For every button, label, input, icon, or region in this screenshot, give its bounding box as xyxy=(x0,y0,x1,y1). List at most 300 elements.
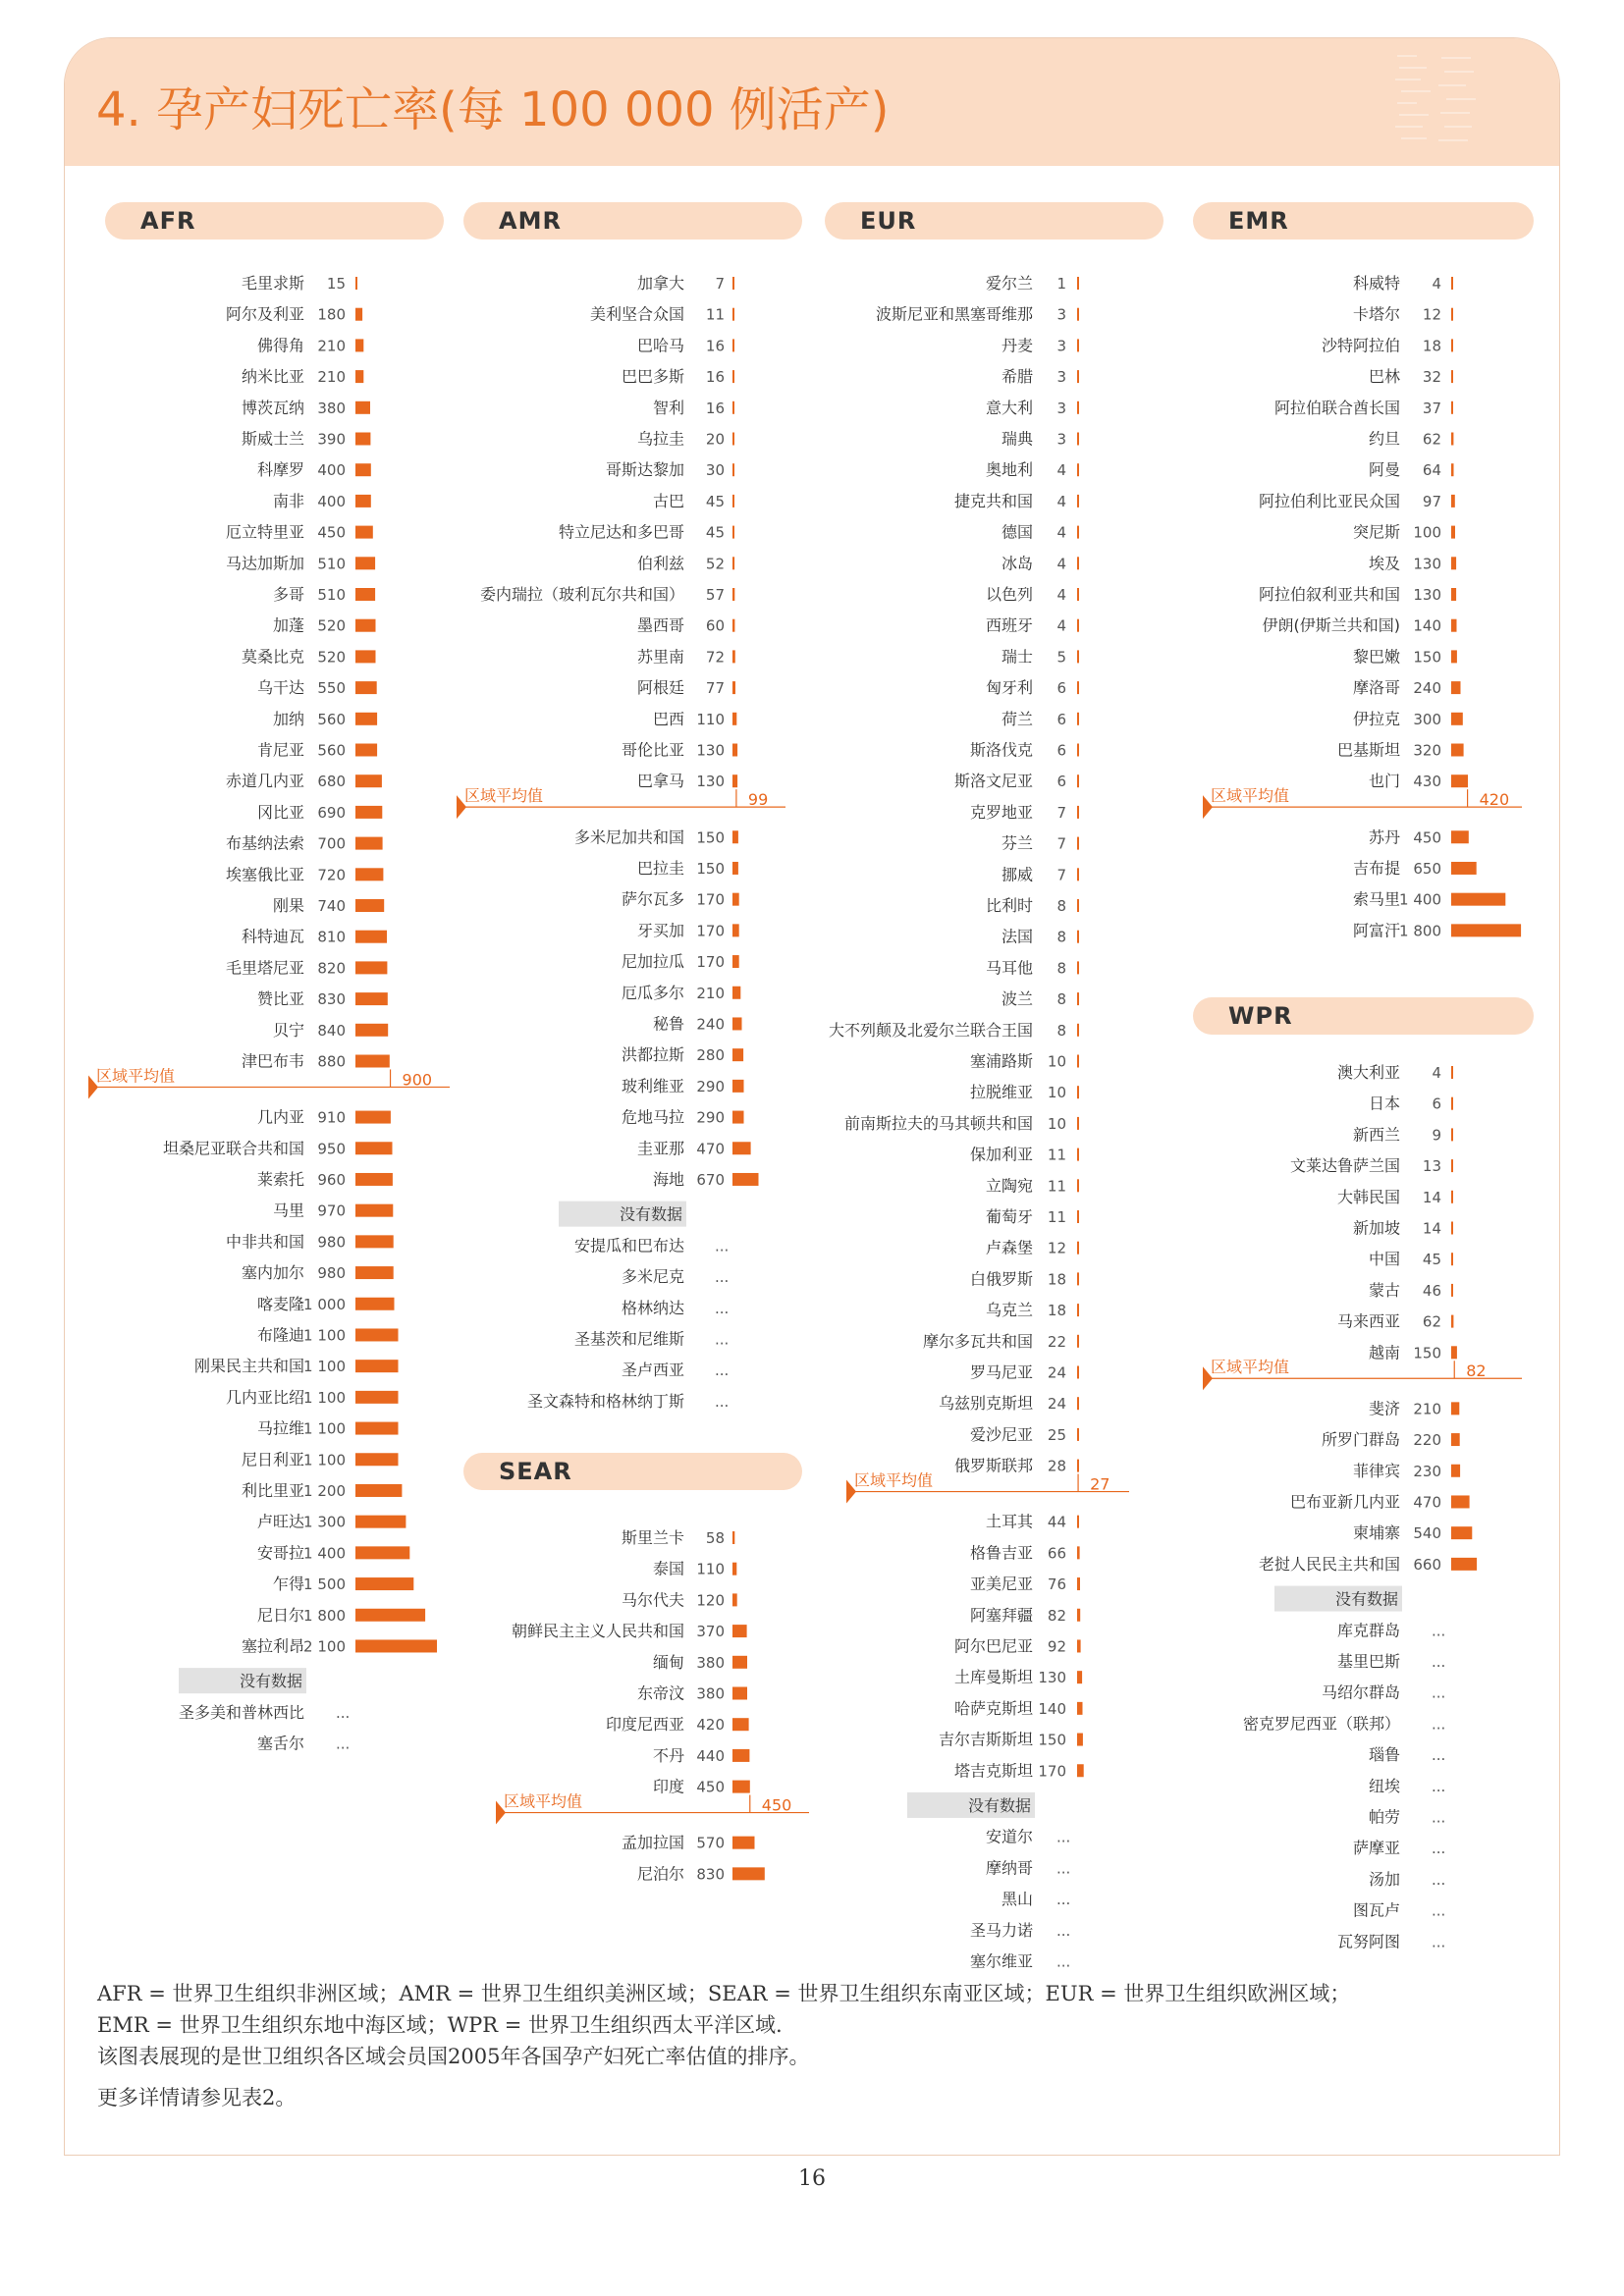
country-label-amr: 巴西 xyxy=(652,709,684,728)
value-label-sear: 120 xyxy=(696,1591,725,1610)
bar-eur xyxy=(1077,1335,1079,1348)
value-label-amr: 240 xyxy=(696,1015,725,1034)
regional-average-label-emr: 区域平均值 xyxy=(1211,786,1290,806)
regional-average-value-wpr: 82 xyxy=(1466,1362,1487,1381)
country-label-amr: 巴巴多斯 xyxy=(621,367,684,387)
value-label-wpr: 13 xyxy=(1422,1157,1441,1176)
country-label-eur: 瑞士 xyxy=(1001,647,1033,667)
country-label-wpr: 纽埃 xyxy=(1368,1776,1400,1795)
value-label-eur: 4 xyxy=(1056,523,1066,542)
bar-afr xyxy=(355,526,373,539)
bar-afr xyxy=(355,806,382,819)
country-label-eur: 黑山 xyxy=(1001,1890,1033,1909)
country-label-eur: 以色列 xyxy=(985,585,1033,604)
bar-wpr xyxy=(1451,1465,1460,1477)
bar-amr xyxy=(732,370,734,383)
country-label-eur: 俄罗斯联邦 xyxy=(953,1456,1033,1475)
country-label-afr: 刚果 xyxy=(272,896,304,915)
bar-eur xyxy=(1077,1428,1079,1441)
bar-afr xyxy=(355,992,388,1005)
country-label-afr: 冈比亚 xyxy=(256,802,304,822)
country-label-emr: 阿拉伯联合酋长国 xyxy=(1273,398,1400,417)
bar-eur xyxy=(1077,1210,1079,1223)
country-label-amr: 巴拿马 xyxy=(636,772,684,791)
country-label-eur: 克罗地亚 xyxy=(969,802,1033,822)
bar-emr xyxy=(1451,774,1468,787)
value-label-afr: 400 xyxy=(317,492,346,510)
value-label-emr: 300 xyxy=(1413,710,1441,728)
value-label-eur: 3 xyxy=(1056,368,1066,387)
country-label-afr: 马达加斯加 xyxy=(225,554,304,573)
bar-amr xyxy=(732,619,734,632)
bar-sear xyxy=(732,1749,749,1762)
country-label-emr: 伊拉克 xyxy=(1352,709,1400,728)
value-label-wpr: 6 xyxy=(1432,1095,1441,1113)
value-label-eur: 12 xyxy=(1047,1239,1066,1257)
country-label-sear: 缅甸 xyxy=(652,1652,684,1672)
bar-amr xyxy=(732,495,734,507)
value-label-emr: 240 xyxy=(1413,679,1441,698)
country-label-eur: 乌克兰 xyxy=(985,1301,1033,1320)
bar-emr xyxy=(1451,557,1456,569)
value-label-eur: 4 xyxy=(1056,616,1066,635)
value-label-sear: 440 xyxy=(696,1746,725,1765)
country-label-eur: 希腊 xyxy=(1001,367,1033,387)
country-label-afr: 布基纳法索 xyxy=(225,833,304,853)
bar-emr xyxy=(1451,526,1455,539)
value-label-afr: 1 300 xyxy=(303,1513,346,1531)
country-label-afr: 中非共和国 xyxy=(225,1232,304,1252)
value-label-eur: 3 xyxy=(1056,305,1066,324)
value-label-wpr: 210 xyxy=(1413,1400,1441,1418)
value-label-eur: 10 xyxy=(1047,1084,1066,1102)
country-label-eur: 法国 xyxy=(1001,927,1033,946)
country-label-wpr: 澳大利亚 xyxy=(1336,1063,1400,1082)
country-label-sear: 孟加拉国 xyxy=(621,1833,684,1852)
country-label-afr: 贝宁 xyxy=(272,1020,304,1040)
missing-value-wpr: ... xyxy=(1432,1715,1446,1734)
bar-amr xyxy=(732,1111,744,1124)
bar-eur xyxy=(1077,619,1079,632)
bar-sear xyxy=(732,1593,737,1606)
bar-eur xyxy=(1077,1055,1079,1068)
value-label-eur: 7 xyxy=(1056,866,1066,884)
value-label-eur: 11 xyxy=(1047,1208,1066,1226)
value-label-afr: 210 xyxy=(317,368,346,387)
country-label-sear: 朝鲜民主主义人民共和国 xyxy=(511,1622,684,1641)
value-label-afr: 980 xyxy=(317,1264,346,1283)
value-label-eur: 11 xyxy=(1047,1146,1066,1164)
value-label-emr: 130 xyxy=(1413,586,1441,604)
bar-eur xyxy=(1077,961,1079,974)
value-label-wpr: 9 xyxy=(1432,1126,1441,1145)
country-label-afr: 加蓬 xyxy=(272,615,304,635)
bar-emr xyxy=(1451,339,1453,351)
bar-afr xyxy=(355,1235,394,1248)
bar-eur xyxy=(1077,744,1079,757)
value-label-eur: 66 xyxy=(1047,1544,1066,1563)
bar-amr xyxy=(732,433,734,446)
bar-wpr xyxy=(1451,1495,1470,1508)
value-label-afr: 510 xyxy=(317,555,346,573)
footnote-line: EMR = 世界卫生组织东地中海区域；WPR = 世界卫生组织西太平洋区域. xyxy=(97,2013,783,2037)
bar-eur xyxy=(1077,1764,1084,1777)
value-label-wpr: 14 xyxy=(1422,1188,1441,1206)
country-label-wpr: 基里巴斯 xyxy=(1336,1651,1400,1671)
regional-average-value-amr: 99 xyxy=(747,790,769,810)
country-label-eur: 立陶宛 xyxy=(985,1176,1033,1196)
value-label-afr: 1 100 xyxy=(303,1388,346,1407)
country-label-afr: 布隆迪 xyxy=(256,1325,304,1345)
value-label-wpr: 220 xyxy=(1413,1431,1441,1450)
bar-eur xyxy=(1077,1024,1079,1037)
missing-value-wpr: ... xyxy=(1432,1933,1446,1951)
value-label-afr: 520 xyxy=(317,648,346,667)
country-label-eur: 冰岛 xyxy=(1001,554,1033,573)
country-label-emr: 阿富汗 xyxy=(1352,921,1400,940)
country-label-sear: 马尔代夫 xyxy=(621,1590,684,1610)
bar-amr xyxy=(732,588,734,601)
country-label-afr: 赞比亚 xyxy=(256,989,304,1009)
bar-afr xyxy=(355,1024,388,1037)
value-label-afr: 690 xyxy=(317,803,346,822)
region-name-eur: EUR xyxy=(860,207,917,235)
bar-emr xyxy=(1451,463,1454,476)
bar-emr xyxy=(1451,893,1505,906)
bar-eur xyxy=(1077,1117,1079,1130)
regional-average-value-eur: 27 xyxy=(1090,1474,1110,1494)
value-label-emr: 150 xyxy=(1413,648,1441,667)
country-label-wpr: 图瓦卢 xyxy=(1352,1900,1400,1920)
country-label-amr: 圣基茨和尼维斯 xyxy=(573,1329,684,1349)
bar-afr xyxy=(355,774,382,787)
bar-eur xyxy=(1077,277,1079,290)
bar-emr xyxy=(1451,433,1453,446)
value-label-emr: 140 xyxy=(1413,616,1441,635)
value-label-afr: 950 xyxy=(317,1140,346,1158)
value-label-emr: 320 xyxy=(1413,741,1441,760)
bar-eur xyxy=(1077,806,1079,819)
value-label-eur: 4 xyxy=(1056,461,1066,480)
bar-afr xyxy=(355,433,370,446)
bar-eur xyxy=(1077,1304,1079,1316)
country-label-wpr: 巴布亚新几内亚 xyxy=(1289,1492,1400,1512)
bar-afr xyxy=(355,868,383,881)
value-label-eur: 6 xyxy=(1056,741,1066,760)
bar-amr xyxy=(732,893,739,906)
country-label-eur: 爱尔兰 xyxy=(985,274,1033,293)
country-label-emr: 也门 xyxy=(1368,772,1400,791)
country-label-emr: 黎巴嫩 xyxy=(1352,647,1400,667)
bar-afr xyxy=(355,1422,399,1435)
value-label-eur: 170 xyxy=(1038,1762,1066,1781)
country-label-amr: 洪都拉斯 xyxy=(621,1045,684,1065)
bar-afr xyxy=(355,277,357,290)
country-label-amr: 哥斯达黎加 xyxy=(605,460,684,480)
bar-emr xyxy=(1451,924,1521,936)
bar-afr xyxy=(355,1516,406,1528)
value-label-afr: 1 400 xyxy=(303,1544,346,1563)
bar-amr xyxy=(732,463,734,476)
value-label-eur: 140 xyxy=(1038,1699,1066,1718)
country-label-amr: 阿根廷 xyxy=(636,678,684,698)
bar-amr xyxy=(732,774,737,787)
country-label-eur: 捷克共和国 xyxy=(953,491,1033,510)
value-label-amr: 60 xyxy=(705,616,725,635)
bar-emr xyxy=(1451,308,1453,321)
value-label-emr: 97 xyxy=(1422,492,1441,510)
regional-average-value-afr: 900 xyxy=(402,1070,433,1090)
country-label-amr: 圣文森特和格林纳丁斯 xyxy=(526,1391,684,1411)
value-label-amr: 16 xyxy=(705,368,725,387)
value-label-eur: 22 xyxy=(1047,1332,1066,1351)
country-label-eur: 罗马尼亚 xyxy=(969,1362,1033,1382)
value-label-wpr: 470 xyxy=(1413,1493,1441,1512)
value-label-afr: 1 500 xyxy=(303,1575,346,1594)
country-label-afr: 莱索托 xyxy=(256,1169,304,1189)
bar-eur xyxy=(1077,899,1079,912)
value-label-amr: 130 xyxy=(696,773,725,791)
value-label-wpr: 230 xyxy=(1413,1462,1441,1480)
value-label-sear: 570 xyxy=(696,1834,725,1852)
bar-amr xyxy=(732,339,734,351)
value-label-afr: 550 xyxy=(317,679,346,698)
footnote-line: AFR = 世界卫生组织非洲区域；AMR = 世界卫生组织美洲区域；SEAR = 世界卫生组织东南亚区域；EUR = 世界卫生组织欧洲区域； xyxy=(97,1982,1351,2005)
missing-value-amr: ... xyxy=(715,1362,730,1380)
bar-sear xyxy=(732,1867,765,1880)
value-label-wpr: 14 xyxy=(1422,1219,1441,1238)
country-label-sear: 泰国 xyxy=(652,1559,684,1578)
value-label-eur: 6 xyxy=(1056,710,1066,728)
value-label-wpr: 4 xyxy=(1432,1064,1441,1082)
country-label-wpr: 库克群岛 xyxy=(1336,1621,1400,1640)
value-label-eur: 6 xyxy=(1056,679,1066,698)
value-label-emr: 130 xyxy=(1413,555,1441,573)
value-label-emr: 4 xyxy=(1432,275,1441,293)
country-label-eur: 奥地利 xyxy=(985,460,1033,480)
country-label-afr: 肯尼亚 xyxy=(256,740,304,760)
missing-value-eur: ... xyxy=(1056,1952,1071,1971)
bar-eur xyxy=(1077,557,1079,569)
country-label-amr: 牙买加 xyxy=(636,921,684,940)
value-label-afr: 15 xyxy=(326,275,346,293)
missing-value-amr: ... xyxy=(715,1392,730,1411)
country-label-amr: 巴哈马 xyxy=(636,336,684,355)
country-label-afr: 卢旺达 xyxy=(256,1512,304,1531)
country-label-afr: 圣多美和普林西比 xyxy=(178,1702,304,1722)
country-label-afr: 毛里塔尼亚 xyxy=(225,958,304,978)
bar-amr xyxy=(732,830,738,843)
country-label-wpr: 马来西亚 xyxy=(1336,1311,1400,1331)
country-label-emr: 阿拉伯叙利亚共和国 xyxy=(1258,585,1400,604)
country-label-eur: 荷兰 xyxy=(1001,709,1033,728)
bar-eur xyxy=(1077,868,1079,881)
bar-afr xyxy=(355,339,363,351)
bar-amr xyxy=(732,557,734,569)
value-label-eur: 150 xyxy=(1038,1731,1066,1749)
bar-amr xyxy=(732,862,738,875)
value-label-eur: 8 xyxy=(1056,959,1066,978)
value-label-sear: 380 xyxy=(696,1653,725,1672)
country-label-sear: 印度尼西亚 xyxy=(605,1715,684,1735)
country-label-eur: 塞浦路斯 xyxy=(969,1051,1033,1071)
country-label-wpr: 菲律宾 xyxy=(1352,1461,1400,1480)
country-label-wpr: 新加坡 xyxy=(1352,1218,1400,1238)
bar-eur xyxy=(1077,1179,1079,1192)
bar-sear xyxy=(732,1625,747,1637)
bar-eur xyxy=(1077,931,1079,943)
country-label-afr: 塞舌尔 xyxy=(256,1734,304,1753)
country-label-afr: 马拉维 xyxy=(256,1418,304,1438)
bar-afr xyxy=(355,308,362,321)
value-label-eur: 8 xyxy=(1056,928,1066,946)
value-label-sear: 420 xyxy=(696,1716,725,1735)
bar-afr xyxy=(355,1142,393,1154)
value-label-afr: 1 800 xyxy=(303,1606,346,1625)
value-label-amr: 110 xyxy=(696,710,725,728)
country-label-wpr: 越南 xyxy=(1368,1343,1400,1362)
bar-afr xyxy=(355,619,376,632)
country-label-eur: 意大利 xyxy=(985,398,1033,417)
bar-amr xyxy=(732,277,734,290)
country-label-amr: 伯利兹 xyxy=(636,554,684,573)
country-label-afr: 赤道几内亚 xyxy=(225,772,304,791)
bar-afr xyxy=(355,1577,413,1590)
bar-eur xyxy=(1077,526,1079,539)
value-label-sear: 58 xyxy=(705,1529,725,1547)
regional-average-label-amr: 区域平均值 xyxy=(464,786,544,806)
country-label-wpr: 所罗门群岛 xyxy=(1321,1430,1400,1450)
bar-sear xyxy=(732,1563,736,1575)
value-label-amr: 52 xyxy=(705,555,725,573)
regional-average-label-afr: 区域平均值 xyxy=(96,1066,176,1086)
country-label-amr: 智利 xyxy=(652,398,684,417)
bar-emr xyxy=(1451,830,1469,843)
missing-value-wpr: ... xyxy=(1432,1840,1446,1858)
bar-afr xyxy=(355,1546,409,1559)
country-label-eur: 斯洛文尼亚 xyxy=(953,772,1033,791)
country-label-amr: 尼加拉瓜 xyxy=(621,952,684,972)
bar-eur xyxy=(1077,588,1079,601)
value-label-amr: 170 xyxy=(696,890,725,909)
bar-afr xyxy=(355,1266,394,1279)
page-number: 16 xyxy=(798,2166,826,2191)
missing-value-amr: ... xyxy=(715,1330,730,1349)
country-label-eur: 卢森堡 xyxy=(985,1238,1033,1257)
bar-afr xyxy=(355,1360,399,1372)
missing-value-wpr: ... xyxy=(1432,1622,1446,1640)
country-label-afr: 乌干达 xyxy=(256,678,304,698)
value-label-eur: 8 xyxy=(1056,1021,1066,1040)
value-label-afr: 1 100 xyxy=(303,1451,346,1469)
value-label-eur: 7 xyxy=(1056,834,1066,853)
value-label-eur: 8 xyxy=(1056,990,1066,1009)
value-label-amr: 280 xyxy=(696,1046,725,1065)
regional-average-label-eur: 区域平均值 xyxy=(854,1470,934,1490)
value-label-afr: 1 100 xyxy=(303,1419,346,1438)
country-label-amr: 古巴 xyxy=(652,491,684,510)
missing-value-wpr: ... xyxy=(1432,1901,1446,1920)
bar-afr xyxy=(355,1639,437,1652)
country-label-emr: 苏丹 xyxy=(1368,828,1400,847)
country-label-wpr: 密克罗尼西亚（联邦） xyxy=(1242,1714,1400,1734)
country-label-eur: 安道尔 xyxy=(985,1827,1033,1846)
footnote-line: 更多详情请参见表2。 xyxy=(97,2086,297,2109)
bar-emr xyxy=(1451,744,1464,757)
value-label-amr: 290 xyxy=(696,1077,725,1095)
country-label-eur: 挪威 xyxy=(1001,865,1033,884)
value-label-eur: 24 xyxy=(1047,1395,1066,1414)
country-label-afr: 利比里亚 xyxy=(241,1480,304,1500)
bar-wpr xyxy=(1451,1433,1460,1446)
missing-value-afr: ... xyxy=(336,1735,351,1753)
country-label-afr: 斯威士兰 xyxy=(241,429,304,449)
country-label-eur: 西班牙 xyxy=(985,615,1033,635)
bar-sear xyxy=(732,1656,747,1669)
country-label-amr: 危地马拉 xyxy=(621,1107,684,1127)
country-label-wpr: 瑙鲁 xyxy=(1368,1745,1400,1765)
value-label-emr: 64 xyxy=(1422,461,1441,480)
country-label-eur: 乌兹别克斯坦 xyxy=(938,1394,1033,1414)
no-data-label-eur: 没有数据 xyxy=(967,1795,1031,1815)
bar-eur xyxy=(1077,1460,1079,1472)
bar-wpr xyxy=(1451,1066,1453,1079)
value-label-sear: 110 xyxy=(696,1560,725,1578)
value-label-sear: 450 xyxy=(696,1778,725,1796)
value-label-afr: 820 xyxy=(317,959,346,978)
value-label-wpr: 540 xyxy=(1413,1524,1441,1543)
bar-amr xyxy=(732,650,735,663)
bar-amr xyxy=(732,308,734,321)
bar-afr xyxy=(355,1328,399,1341)
value-label-afr: 400 xyxy=(317,461,346,480)
missing-value-eur: ... xyxy=(1056,1921,1071,1940)
value-label-eur: 4 xyxy=(1056,555,1066,573)
country-label-amr: 特立尼达和多巴哥 xyxy=(558,522,684,542)
country-label-emr: 约旦 xyxy=(1368,429,1400,449)
bar-amr xyxy=(732,713,736,725)
country-label-eur: 丹麦 xyxy=(1001,336,1033,355)
country-label-sear: 东帝汶 xyxy=(636,1683,684,1703)
country-label-eur: 葡萄牙 xyxy=(985,1207,1033,1226)
bar-eur xyxy=(1077,1242,1079,1255)
value-label-afr: 980 xyxy=(317,1233,346,1252)
no-data-label-wpr: 没有数据 xyxy=(1334,1589,1398,1609)
footnotes xyxy=(97,1978,1350,2113)
country-label-afr: 尼日尔 xyxy=(256,1605,304,1625)
bar-emr xyxy=(1451,495,1455,507)
country-label-wpr: 萨摩亚 xyxy=(1352,1839,1400,1858)
bar-afr xyxy=(355,1391,399,1404)
value-label-afr: 1 100 xyxy=(303,1326,346,1345)
country-label-sear: 斯里兰卡 xyxy=(621,1528,684,1547)
bar-afr xyxy=(355,961,387,974)
country-label-afr: 加纳 xyxy=(272,709,304,728)
bar-emr xyxy=(1451,370,1453,383)
bar-afr xyxy=(355,370,363,383)
value-label-eur: 6 xyxy=(1056,773,1066,791)
bar-amr xyxy=(732,744,737,757)
country-label-eur: 比利时 xyxy=(985,896,1033,915)
value-label-afr: 840 xyxy=(317,1021,346,1040)
regional-average-label-sear: 区域平均值 xyxy=(504,1791,583,1811)
value-label-eur: 28 xyxy=(1047,1457,1066,1475)
country-label-emr: 吉布提 xyxy=(1352,858,1400,878)
value-label-wpr: 45 xyxy=(1422,1251,1441,1269)
bar-eur xyxy=(1077,401,1079,414)
value-label-amr: 7 xyxy=(715,275,725,293)
bar-eur xyxy=(1077,1366,1079,1379)
